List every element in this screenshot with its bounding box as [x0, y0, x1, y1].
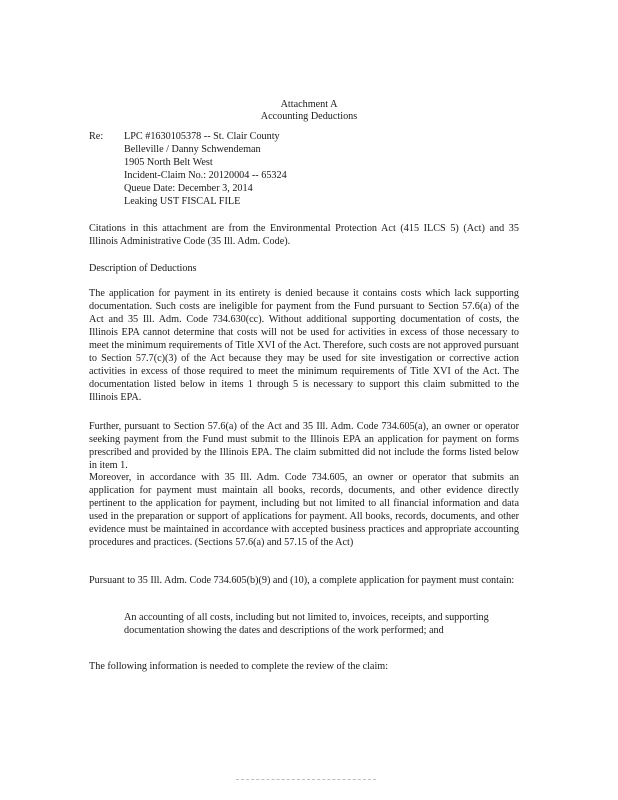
footer-scan-mark — [236, 779, 376, 781]
re-label: Re: — [89, 131, 104, 142]
closing-paragraph: The following information is needed to complete the review of the claim: — [89, 661, 389, 672]
description-heading: Description of Deductions — [89, 263, 197, 274]
re-line-queue-date: Queue Date: December 3, 2014 — [124, 183, 253, 194]
paragraph-forms: Further, pursuant to Section 57.6(a) of the Act and 35 Ill. Adm. Code 734.605(a), an owner or operator seeking payment from the Fund must submit to the Illinois EPA an application for payment on forms prescribed and provided by the Illinois EPA. The claim submitted did not include the forms listed below in item 1. — [89, 421, 519, 471]
requirement-item: An accounting of all costs, including but not limited to, invoices, receipts, and supporting documentation showing the dates and descriptions of the work performed; and — [124, 612, 489, 636]
paragraph-records: Moreover, in accordance with 35 Ill. Adm. Code 734.605, an owner or operator that submits an application for payment must maintain all books, records, documents, and other evidence directly pertinent to the application for payment, including but not limited to all financial information and data used in the preparation or support of applications for payment. All books, records, documents, and other evidence must be maintained in accordance with accepted business practices and appropriate accounting procedures and practices. (Sections 57.6(a) and 57.15 of the Act) — [89, 472, 519, 548]
paragraph-denial: The application for payment in its entirety is denied because it contains costs which lack supporting documentation. Such costs are ineligible for payment from the Fund pursuant to Section 57.6(a) of the Act and 35 Ill. Adm. Code 734.630(cc). Without additional supporting documentation of costs, the Illinois EPA cannot determine that costs will not be used for activities in excess of those necessary to meet the minimum requirements of Title XVI of the Act. Therefore, such costs are not approved pursuant to Section 57.7(c)(3) of the Act because they may be used for site investigation or corrective action activities in excess of those required to meet the minimum requirements of Title XVI of the Act. The documentation listed below in items 1 through 5 is necessary to support this claim submitted to the Illinois EPA. — [89, 288, 519, 403]
re-line-address: 1905 North Belt West — [124, 157, 213, 168]
re-line-claim: Incident-Claim No.: 20120004 -- 65324 — [124, 170, 287, 181]
re-line-owner: Belleville / Danny Schwendeman — [124, 144, 261, 155]
attachment-title: Attachment A — [280, 99, 338, 110]
re-line-lpc: LPC #1630105378 -- St. Clair County — [124, 131, 280, 142]
attachment-subtitle: Accounting Deductions — [260, 111, 358, 122]
paragraph-requirements: Pursuant to 35 Ill. Adm. Code 734.605(b)(9) and (10), a complete application for payment must contain: — [89, 575, 515, 586]
re-block — [124, 130, 287, 208]
re-line-file: Leaking UST FISCAL FILE — [124, 196, 241, 207]
citations-paragraph: Citations in this attachment are from the Environmental Protection Act (415 ILCS 5) (Act) and 35 Illinois Administrative Code (35 Ill. Adm. Code). — [89, 223, 519, 247]
